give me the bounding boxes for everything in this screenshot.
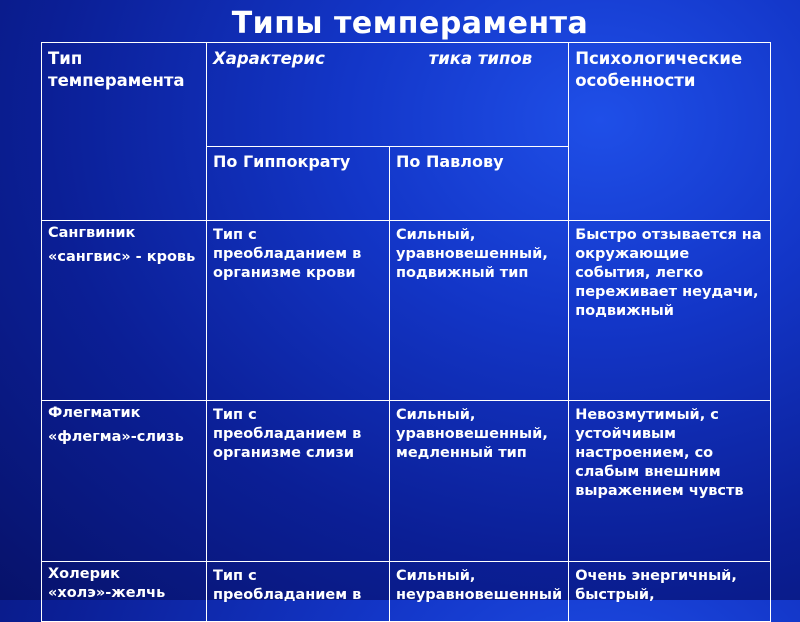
hippocrates-cell: Тип с преобладанием в организме слизи [207, 401, 390, 562]
header-type-label: Тип темперамента [48, 49, 185, 90]
type-origin: «флегма»-слизь [48, 429, 184, 445]
pavlov-cell: Сильный, уравновешенный, подвижный тип [390, 221, 569, 401]
type-origin: «холэ»-желчь [48, 585, 166, 601]
header-pavlov-cell [390, 147, 569, 221]
header-characteristic-cell [207, 43, 569, 147]
table-row [42, 221, 771, 401]
slide-title: Типы темперамента [231, 6, 589, 41]
type-cell [42, 401, 207, 562]
header-type-cell [42, 43, 207, 221]
type-cell [42, 221, 207, 401]
type-name: Холерик [48, 566, 120, 582]
table-row [42, 562, 771, 622]
table-row [42, 401, 771, 562]
temperament-table [41, 42, 771, 622]
header-psych-label: Психологические особенности [575, 49, 743, 90]
type-cell [42, 562, 207, 622]
psych-cell: Невозмутимый, с устойчивым настроением, со слабым внешним выражением чувств [569, 401, 771, 562]
psych-cell: Быстро отзывается на окружающие события, легко переживает неудачи, подвижный [569, 221, 771, 401]
header-psych-cell [569, 43, 771, 221]
header-characteristic-left: Характерис [213, 49, 325, 68]
hippocrates-cell: Тип с преобладанием в организме крови [207, 221, 390, 401]
type-name: Сангвиник [48, 225, 136, 241]
header-hippocrates-label: По Гиппократу [213, 152, 351, 171]
type-name: Флегматик [48, 405, 141, 421]
header-pavlov-label: По Павлову [396, 152, 504, 171]
header-hippocrates-cell [207, 147, 390, 221]
hippocrates-cell: Тип с преобладанием в [207, 562, 390, 622]
type-origin: «сангвис» - кровь [48, 249, 196, 265]
pavlov-cell: Сильный, неуравновешенный [390, 562, 569, 622]
psych-cell: Очень энергичный, быстрый, [569, 562, 771, 622]
pavlov-cell: Сильный, уравновешенный, медленный тип [390, 401, 569, 562]
header-characteristic-right: тика типов [428, 49, 533, 68]
